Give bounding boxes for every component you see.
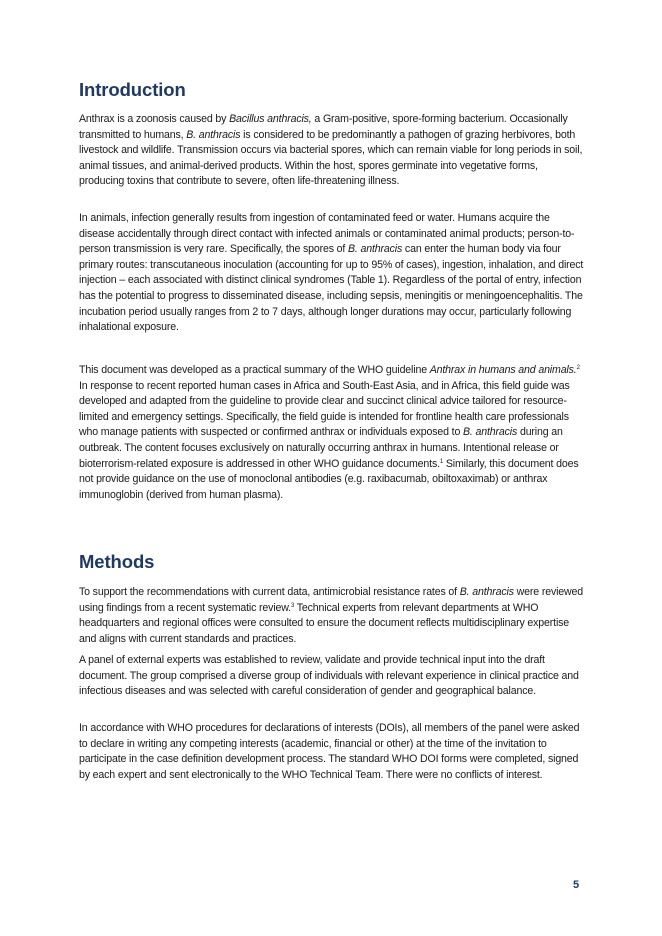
introduction-paragraph-2: In animals, infection generally results from ingestion of contaminated feed or water. Humans acquire the disease accidentally through direct contact with infected animals or contaminated animal products; person-to-person transmission is very rare. Specifically, the spores of B. anthracis can enter the human body via four primary routes: transcutaneous inoculation (accounting for up to 95% of cases), ingestion, inhalation, and direct injection – each associated with distinct clinical syndromes (Table 1). Regardless of the portal of entry, infection has the potential to progress to disseminated disease, including sepsis, meningitis or meningoencephalitis. The incubation period usually ranges from 2 to 7 days, although longer durations may occur, particularly following inhalational exposure. [79, 212, 584, 334]
footnote-ref: 3 [290, 602, 295, 609]
page-number: 5 [573, 879, 580, 891]
methods-heading: Methods [79, 551, 155, 572]
introduction-paragraph-1: Anthrax is a zoonosis caused by Bacillus anthracis, a Gram-positive, spore-forming bacterium. Occasionally transmitted to humans, B. anthracis is considered to be predominantly a pathogen of grazing herbivores, both livestock and wildlife. Transmission occurs via bacterial spores, which can remain viable for long periods in soil, animal tissues, and animal-derived products. Within the host, spores germinate into vegetative forms, producing toxins that contribute to severe, often life-threatening illness. [79, 113, 583, 188]
footnote-ref: 1 [439, 458, 444, 465]
methods-paragraph-3: In accordance with WHO procedures for declarations of interests (DOIs), all members of the panel were asked to declare in writing any competing interests (academic, financial or other) at the time of the invitation to participate in the case definition development process. The standard WHO DOI forms were completed, signed by each expert and sent electronically to the WHO Technical Team. There were no conflicts of interest. [79, 722, 580, 781]
methods-paragraph-2: A panel of external experts was established to review, validate and provide technical input into the draft document. The group comprised a diverse group of individuals with relevant experience in clinical practice and infectious diseases and was selected with careful consideration of gender and geographical balance. [79, 654, 579, 698]
introduction-paragraph-3: This document was developed as a practical summary of the WHO guideline Anthrax in humans and animals.$^2$ In response to recent reported human cases in Africa and South-East Asia, and in Africa, this field guide was developed and adapted from the guideline to provide clear and succinct clinical advice tailored for resource-limited and emergency settings. Specifically, the field guide is intended for frontline health care professionals who manage patients with suspected or confirmed anthrax or individuals exposed to B. anthracis during an outbreak. The content focuses exclusively on naturally occurring anthrax in humans. Intentional release or bioterrorism-related exposure is addressed in other WHO guidance documents.$^1$ Similarly, this document does not provide guidance on the use of monoclonal antibodies (e.g. raxibacumab, obiltoxaximab) or anthrax immunoglobin (derived from human plasma). [79, 364, 580, 501]
introduction-heading: Introduction [79, 79, 186, 100]
footnote-ref: 2 [576, 365, 580, 371]
methods-paragraph-1: To support the recommendations with current data, antimicrobial resistance rates of B. anthracis were reviewed using findings from a recent systematic review.$^3$ Technical experts from relevant departments at WHO headquarters and regional offices were consulted to ensure the document reflects multidisciplinary expertise and aligns with current standards and practices. [79, 586, 584, 645]
